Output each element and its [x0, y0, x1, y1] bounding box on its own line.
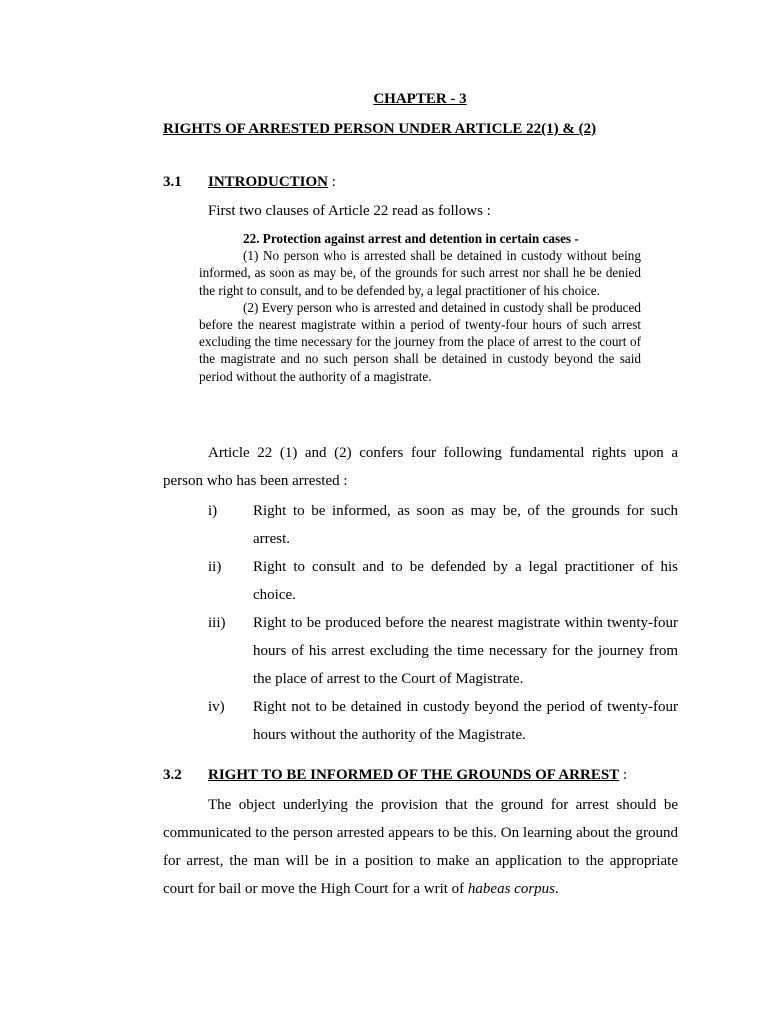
quote-clause-1: (1) No person who is arrested shall be detained in custody without being informed, as soon as may be, of the grounds for such arrest nor shall he be denied the right to consult, and to be defended by, a legal practitioner of his choice.: [199, 248, 641, 298]
list-item: [208, 693, 678, 749]
list-item-number: i): [208, 503, 218, 519]
article-22-quote: [199, 230, 641, 385]
section-heading-introduction: [208, 174, 336, 191]
list-item-number: ii): [208, 559, 222, 575]
section-heading-colon: :: [328, 174, 336, 190]
habeas-corpus-term: habeas corpus: [467, 881, 555, 897]
section-3-2-paragraph: [163, 791, 678, 903]
intro-lead-text: First two clauses of Article 22 read as follows :: [208, 203, 491, 219]
list-item: [208, 553, 678, 609]
quote-clause-2: (2) Every person who is arrested and detained in custody shall be produced before the nearest magistrate within a period of twenty-four hours of such arrest excluding the time necessary for the journey from the place of arrest to the court of the magistrate and no such person shall be detained in custody beyond the said period without the authority of a magistrate.: [199, 299, 641, 384]
section-heading-right-to-be-informed: [208, 767, 627, 784]
paragraph-text: The object underlying the provision that the ground for arrest should be communicated to the person arrested appears to be this. On learning about the ground for arrest, the man will be in a position to make an application to the appropriate court for bail or move the High Court for a writ of: [163, 797, 678, 897]
section-number-3-1: 3.1: [163, 174, 182, 190]
chapter-title: RIGHTS OF ARRESTED PERSON UNDER ARTICLE 22(1) & (2): [163, 121, 597, 137]
list-item-text: Right to be produced before the nearest magistrate within twenty-four hours of his arrest excluding the time necessary for the journey from the place of arrest to the Court of Magistrate.: [253, 615, 678, 687]
list-item-number: iii): [208, 615, 226, 631]
chapter-heading: CHAPTER - 3: [373, 91, 467, 107]
list-item-text: Right to consult and to be defended by a legal practitioner of his choice.: [253, 559, 678, 603]
list-item: [208, 497, 678, 553]
list-item-text: Right to be informed, as soon as may be, of the grounds for such arrest.: [253, 503, 678, 547]
section-heading-text: INTRODUCTION: [208, 174, 329, 190]
rights-list: [208, 497, 678, 749]
section-number-3-2: 3.2: [163, 767, 182, 783]
list-item-number: iv): [208, 699, 225, 715]
list-item-text: Right not to be detained in custody beyond the period of twenty-four hours without the authority of the Magistrate.: [253, 699, 678, 743]
quote-heading: 22. Protection against arrest and detention in certain cases -: [243, 231, 579, 246]
paragraph-end: .: [555, 881, 559, 897]
section-heading-colon: :: [619, 767, 628, 783]
list-item: [208, 609, 678, 693]
rights-intro-paragraph: Article 22 (1) and (2) confers four following fundamental rights upon a person who has been arrested :: [163, 445, 678, 489]
section-heading-text: RIGHT TO BE INFORMED OF THE GROUNDS OF ARREST: [208, 767, 620, 783]
